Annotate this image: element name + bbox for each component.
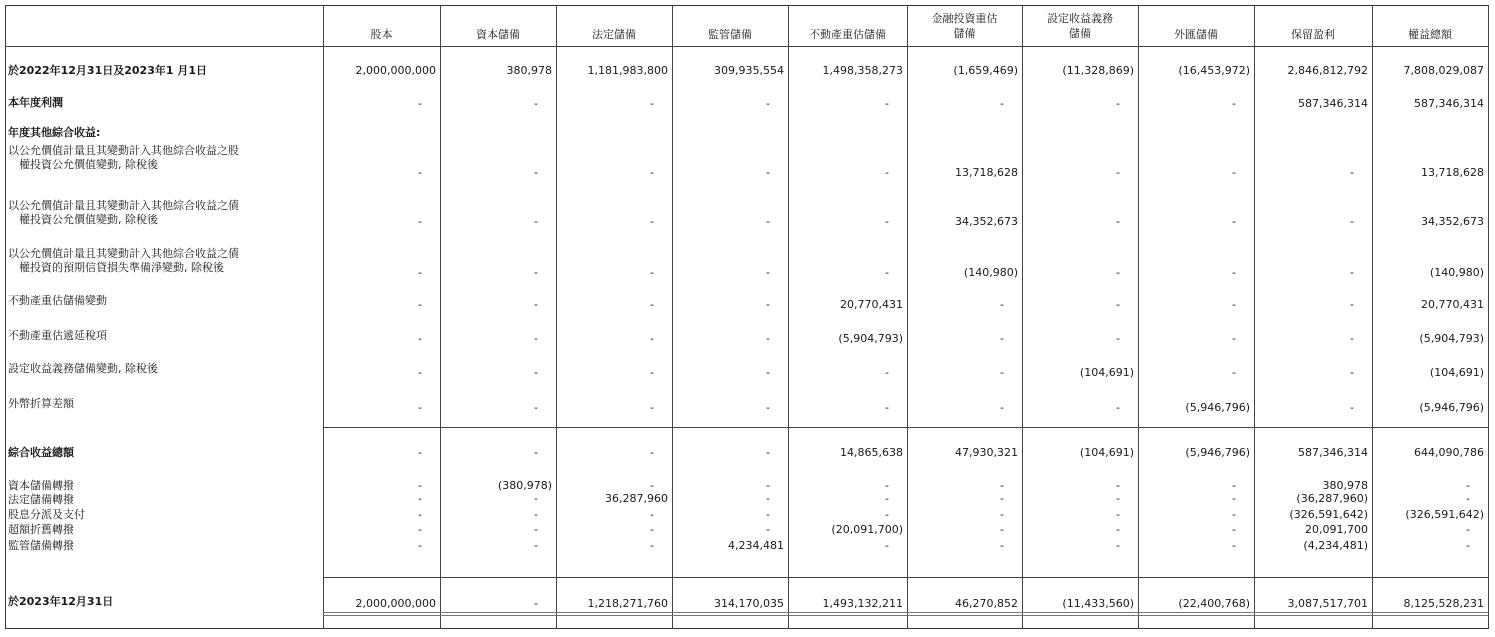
cell-value: 587,346,314 [1298, 446, 1368, 459]
row-label [8, 595, 113, 609]
cell-value: - [885, 508, 889, 521]
cell-value: - [885, 166, 889, 179]
column-divider [440, 5, 441, 629]
cell-value: (16,453,972) [1178, 64, 1250, 77]
cell-value: - [1466, 523, 1470, 536]
cell-value: - [1000, 366, 1004, 379]
cell-value: - [650, 298, 654, 311]
cell-value: - [766, 523, 770, 536]
cell-value: - [766, 479, 770, 492]
cell-value: - [534, 523, 538, 536]
cell-value: - [650, 366, 654, 379]
row-label [8, 446, 74, 460]
cell-value: - [650, 266, 654, 279]
cell-value: (11,433,560) [1062, 597, 1134, 610]
cell-value: 46,270,852 [955, 597, 1018, 610]
cell-value: - [766, 166, 770, 179]
double-underline-top [323, 612, 1488, 613]
cell-value: - [418, 492, 422, 505]
column-header [1372, 27, 1488, 42]
cell-value: (140,980) [1429, 266, 1484, 279]
row-label-line: 設定收益義務儲備變動, 除稅後 [8, 362, 158, 375]
cell-value: - [534, 166, 538, 179]
cell-value: - [418, 215, 422, 228]
cell-value: - [418, 446, 422, 459]
row-label [8, 247, 239, 275]
cell-value: - [1232, 523, 1236, 536]
row-label-line: 不動產重估儲備變動 [8, 294, 107, 307]
cell-value: - [885, 266, 889, 279]
cell-value: - [534, 539, 538, 552]
cell-value: - [650, 97, 654, 110]
cell-value: 34,352,673 [1421, 215, 1484, 228]
double-underline-bottom [323, 615, 1488, 616]
cell-value: - [1116, 492, 1120, 505]
cell-value: - [650, 215, 654, 228]
cell-value: - [1350, 401, 1354, 414]
row-label-line: 以公允價值計量且其變動計入其他綜合收益之債 [8, 247, 239, 260]
cell-value: 2,000,000,000 [355, 597, 436, 610]
row-label-line: 外幣折算差額 [8, 397, 74, 410]
cell-value: - [1116, 298, 1120, 311]
cell-value: - [885, 492, 889, 505]
total-divider [323, 427, 1488, 428]
cell-value: - [1116, 508, 1120, 521]
column-header-line: 法定儲備 [592, 28, 636, 41]
row-label-line: 權投資公允價值變動, 除稅後 [8, 158, 158, 171]
row-label [8, 523, 74, 537]
cell-value: - [766, 492, 770, 505]
row-label [8, 64, 207, 78]
cell-value: - [650, 332, 654, 345]
cell-value: - [418, 166, 422, 179]
closing-divider [323, 577, 1488, 578]
column-header [672, 27, 788, 42]
cell-value: - [534, 366, 538, 379]
cell-value: - [1232, 366, 1236, 379]
cell-value: 587,346,314 [1298, 97, 1368, 110]
cell-value: - [885, 97, 889, 110]
cell-value: (1,659,469) [953, 64, 1018, 77]
cell-value: - [650, 401, 654, 414]
cell-value: - [1466, 539, 1470, 552]
cell-value: 309,935,554 [714, 64, 784, 77]
cell-value: - [766, 332, 770, 345]
cell-value: - [1116, 479, 1120, 492]
column-header-line: 金融投資重估 [931, 12, 998, 25]
column-divider [788, 5, 789, 629]
cell-value: - [534, 446, 538, 459]
cell-value: - [1232, 298, 1236, 311]
cell-value: - [418, 508, 422, 521]
cell-value: (22,400,768) [1178, 597, 1250, 610]
cell-value: 587,346,314 [1414, 97, 1484, 110]
cell-value: 8,125,528,231 [1403, 597, 1484, 610]
cell-value: (36,287,960) [1296, 492, 1368, 505]
row-label-line: 以公允價值計量且其變動計入其他綜合收益之股 [8, 144, 239, 157]
cell-value: - [418, 266, 422, 279]
cell-value: 644,090,786 [1414, 446, 1484, 459]
cell-value: 1,218,271,760 [587, 597, 668, 610]
cell-value: - [1000, 401, 1004, 414]
cell-value: - [418, 332, 422, 345]
row-label [8, 493, 74, 507]
cell-value: - [534, 492, 538, 505]
cell-value: (326,591,642) [1289, 508, 1368, 521]
cell-value: (4,234,481) [1303, 539, 1368, 552]
cell-value: - [885, 479, 889, 492]
cell-value: - [418, 366, 422, 379]
column-header [1138, 27, 1254, 42]
cell-value: - [1116, 166, 1120, 179]
column-header [907, 11, 1022, 41]
row-label [8, 329, 107, 343]
cell-value: 2,000,000,000 [355, 64, 436, 77]
cell-value: - [418, 479, 422, 492]
cell-value: - [885, 215, 889, 228]
cell-value: 4,234,481 [728, 539, 784, 552]
cell-value: - [1232, 479, 1236, 492]
cell-value: - [534, 401, 538, 414]
row-label [8, 362, 158, 376]
row-label [8, 294, 107, 308]
cell-value: - [766, 508, 770, 521]
cell-value: - [1232, 492, 1236, 505]
cell-value: - [1000, 479, 1004, 492]
row-label-line: 綜合收益總額 [8, 446, 74, 459]
row-label-line: 權投資公允價值變動, 除稅後 [8, 213, 158, 226]
cell-value: (20,091,700) [831, 523, 903, 536]
cell-value: - [1116, 215, 1120, 228]
cell-value: - [766, 401, 770, 414]
row-label-line: 股息分派及支付 [8, 508, 85, 521]
column-header [1254, 27, 1372, 42]
column-divider [907, 5, 908, 629]
cell-value: - [534, 597, 538, 610]
cell-value: - [1000, 332, 1004, 345]
row-label-line: 權投資的預期信貸損失準備淨變動, 除稅後 [8, 261, 224, 274]
cell-value: - [1350, 366, 1354, 379]
header-divider [5, 46, 1489, 47]
cell-value: - [650, 166, 654, 179]
cell-value: 380,978 [506, 64, 552, 77]
cell-value: - [534, 215, 538, 228]
column-header-line: 權益總額 [1408, 28, 1452, 41]
row-label-line: 資本儲備轉撥 [8, 479, 74, 492]
column-header-line: 外匯儲備 [1174, 28, 1218, 41]
row-label [8, 126, 100, 140]
cell-value: 20,770,431 [1421, 298, 1484, 311]
cell-value: - [1000, 523, 1004, 536]
cell-value: 47,930,321 [955, 446, 1018, 459]
cell-value: - [650, 523, 654, 536]
cell-value: - [1350, 215, 1354, 228]
row-label-line: 於2022年12月31日及2023年1 月1日 [8, 64, 207, 77]
row-label [8, 479, 74, 493]
cell-value: - [1116, 401, 1120, 414]
column-header [556, 27, 672, 42]
column-divider [1138, 5, 1139, 629]
cell-value: - [766, 298, 770, 311]
cell-value: - [1232, 266, 1236, 279]
cell-value: - [650, 446, 654, 459]
cell-value: - [418, 298, 422, 311]
column-header-line: 設定收益義務 [1047, 12, 1113, 25]
row-label-line: 監管儲備轉撥 [8, 539, 74, 552]
row-label-line: 不動產重估遞延稅項 [8, 329, 107, 342]
cell-value: - [418, 539, 422, 552]
cell-value: (380,978) [497, 479, 552, 492]
cell-value: 34,352,673 [955, 215, 1018, 228]
cell-value: - [534, 332, 538, 345]
cell-value: (104,691) [1079, 366, 1134, 379]
cell-value: - [885, 366, 889, 379]
cell-value: (5,946,796) [1185, 446, 1250, 459]
cell-value: - [1000, 298, 1004, 311]
cell-value: - [418, 401, 422, 414]
row-label-line: 本年度利潤 [8, 96, 63, 109]
row-label-line: 於2023年12月31日 [8, 595, 114, 608]
row-label [8, 144, 239, 172]
row-label-line: 法定儲備轉撥 [8, 493, 74, 506]
row-label [8, 199, 239, 227]
cell-value: 1,181,983,800 [587, 64, 668, 77]
cell-value: - [1116, 332, 1120, 345]
column-header-line: 監管儲備 [708, 28, 752, 41]
row-label-line: 超額折舊轉撥 [8, 523, 74, 536]
cell-value: - [1116, 539, 1120, 552]
cell-value: - [766, 446, 770, 459]
cell-value: - [534, 298, 538, 311]
cell-value: - [1466, 492, 1470, 505]
cell-value: (5,904,793) [838, 332, 903, 345]
cell-value: - [1350, 332, 1354, 345]
column-divider [1372, 5, 1373, 629]
cell-value: - [1232, 215, 1236, 228]
cell-value: - [650, 479, 654, 492]
cell-value: - [1000, 492, 1004, 505]
cell-value: - [1232, 508, 1236, 521]
row-label [8, 96, 63, 110]
row-label [8, 539, 74, 553]
cell-value: - [1116, 97, 1120, 110]
column-header-line: 資本儲備 [476, 28, 520, 41]
column-divider [556, 5, 557, 629]
row-label-line: 以公允價值計量且其變動計入其他綜合收益之債 [8, 199, 239, 212]
cell-value: - [534, 508, 538, 521]
cell-value: 2,846,812,792 [1287, 64, 1368, 77]
cell-value: 13,718,628 [955, 166, 1018, 179]
column-header-line: 股本 [370, 28, 393, 41]
row-label [8, 397, 74, 411]
column-header-line: 儲備 [1069, 27, 1091, 40]
cell-value: - [1232, 332, 1236, 345]
cell-value: - [1232, 539, 1236, 552]
cell-value: (5,946,796) [1419, 401, 1484, 414]
cell-value: 1,498,358,273 [822, 64, 903, 77]
cell-value: 3,087,517,701 [1287, 597, 1368, 610]
cell-value: - [650, 508, 654, 521]
cell-value: - [1000, 97, 1004, 110]
cell-value: - [885, 401, 889, 414]
cell-value: - [766, 97, 770, 110]
cell-value: - [766, 366, 770, 379]
cell-value: - [1350, 166, 1354, 179]
cell-value: - [418, 523, 422, 536]
column-header [788, 27, 907, 42]
cell-value: - [534, 266, 538, 279]
column-header [323, 27, 440, 42]
cell-value: - [1350, 266, 1354, 279]
cell-value: - [1116, 523, 1120, 536]
cell-value: (11,328,869) [1062, 64, 1134, 77]
cell-value: - [766, 266, 770, 279]
cell-value: 1,493,132,211 [822, 597, 903, 610]
cell-value: 13,718,628 [1421, 166, 1484, 179]
row-label [8, 508, 85, 522]
cell-value: 20,770,431 [840, 298, 903, 311]
cell-value: - [885, 539, 889, 552]
cell-value: (326,591,642) [1405, 508, 1484, 521]
cell-value: - [1466, 479, 1470, 492]
cell-value: (5,904,793) [1419, 332, 1484, 345]
column-divider [323, 5, 324, 629]
cell-value: - [1000, 539, 1004, 552]
row-label-line: 年度其他綜合收益: [8, 126, 101, 139]
cell-value: - [418, 97, 422, 110]
column-divider [1488, 5, 1489, 629]
cell-value: (104,691) [1429, 366, 1484, 379]
cell-value: 380,978 [1322, 479, 1368, 492]
column-header-line: 儲備 [953, 27, 976, 40]
cell-value: - [1000, 508, 1004, 521]
cell-value: - [650, 539, 654, 552]
cell-value: (5,946,796) [1185, 401, 1250, 414]
cell-value: 36,287,960 [605, 492, 668, 505]
cell-value: - [534, 97, 538, 110]
column-header [440, 27, 556, 42]
column-divider [1022, 5, 1023, 629]
cell-value: - [1116, 266, 1120, 279]
cell-value: 20,091,700 [1305, 523, 1368, 536]
cell-value: (140,980) [963, 266, 1018, 279]
cell-value: - [766, 215, 770, 228]
column-header-line: 保留盈利 [1291, 28, 1335, 41]
column-header [1022, 11, 1138, 41]
cell-value: - [1350, 298, 1354, 311]
cell-value: 14,865,638 [840, 446, 903, 459]
cell-value: - [1232, 97, 1236, 110]
cell-value: 314,170,035 [714, 597, 784, 610]
cell-value: - [1232, 166, 1236, 179]
column-header-line: 不動產重估儲備 [809, 28, 886, 41]
column-divider [672, 5, 673, 629]
column-divider [1254, 5, 1255, 629]
cell-value: 7,808,029,087 [1403, 64, 1484, 77]
cell-value: (104,691) [1079, 446, 1134, 459]
